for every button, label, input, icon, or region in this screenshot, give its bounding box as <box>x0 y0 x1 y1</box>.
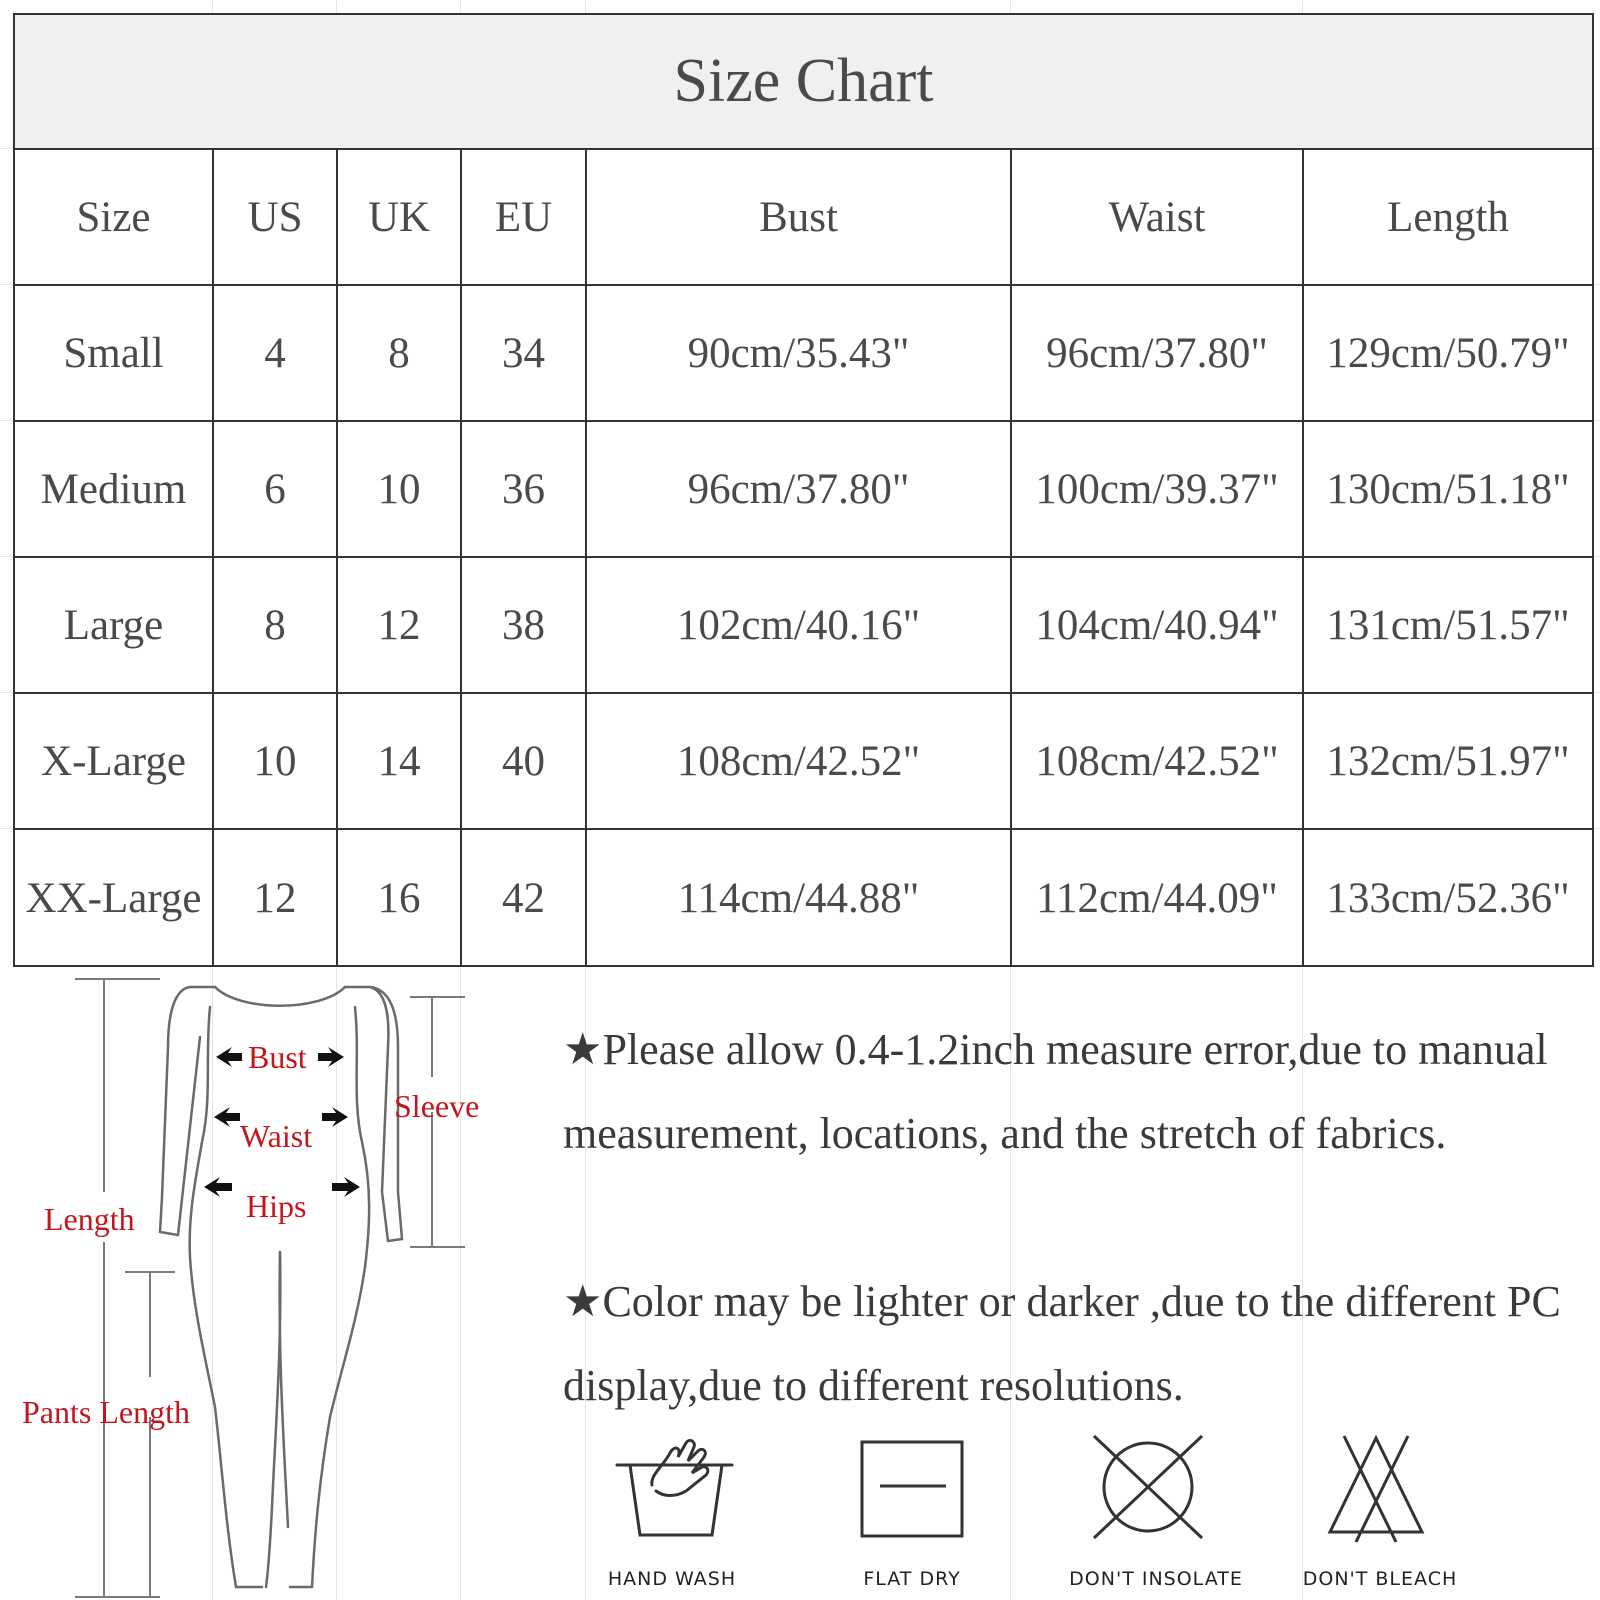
jumpsuit-outline-icon <box>160 987 402 1587</box>
dont-bleach-label: DON'T BLEACH <box>1302 1568 1458 1590</box>
table-cell: Small <box>15 286 214 422</box>
table-cell: 129cm/50.79" <box>1304 286 1592 422</box>
table-cell: 12 <box>338 558 462 694</box>
table-cell: 108cm/42.52" <box>587 694 1012 830</box>
flat-dry-label: FLAT DRY <box>863 1568 961 1590</box>
measure-error-note: ★Please allow 0.4-1.2inch measure error,due to manual measurement, locations, and the stretch of fabrics. <box>563 1025 1548 1158</box>
table-cell: 133cm/52.36" <box>1326 874 1570 922</box>
table-header-cell: Bust <box>587 150 1012 286</box>
table-cell: 102cm/40.16" <box>587 558 1012 694</box>
length-label: Length <box>44 1201 135 1237</box>
table-cell: 34 <box>462 286 587 422</box>
table-cell: Large <box>15 558 214 694</box>
table-header-cell: EU <box>462 150 587 286</box>
table-cell: 6 <box>214 422 338 558</box>
pants-length-label: Pants Length <box>22 1394 190 1430</box>
table-cell: 10 <box>338 422 462 558</box>
color-note: ★Color may be lighter or darker ,due to the different PC display,due to different resolutions. <box>563 1277 1561 1410</box>
size-chart-table <box>13 13 1594 967</box>
table-cell: 38 <box>462 558 587 694</box>
table-cell: Medium <box>15 422 214 558</box>
table-header-cell: Length <box>1304 150 1592 286</box>
table-cell: 90cm/35.43" <box>587 286 1012 422</box>
table-cell: 14 <box>338 694 462 830</box>
hips-label: Hips <box>246 1188 307 1224</box>
table-cell: X-Large <box>15 694 214 830</box>
dont-insolate-icon <box>1088 1432 1208 1542</box>
waist-label: Waist <box>240 1118 313 1154</box>
table-cell: 8 <box>338 286 462 422</box>
table-cell: XX-Large <box>15 830 214 966</box>
dont-bleach-icon <box>1326 1432 1426 1544</box>
table-header-cell: Size <box>15 150 214 286</box>
table-cell: 16 <box>338 830 462 966</box>
table-cell: 104cm/40.94" <box>1012 558 1304 694</box>
table-header-cell: UK <box>338 150 462 286</box>
table-cell: 96cm/37.80" <box>1012 286 1304 422</box>
table-cell: 132cm/51.97" <box>1304 694 1592 830</box>
table-cell: 130cm/51.18" <box>1304 422 1592 558</box>
table-cell: 40 <box>462 694 587 830</box>
table-cell: 100cm/39.37" <box>1012 422 1304 558</box>
hand-wash-icon <box>612 1435 742 1545</box>
table-cell: 42 <box>462 830 587 966</box>
table-cell: 8 <box>214 558 338 694</box>
table-cell: 36 <box>462 422 587 558</box>
size-chart-title: Size Chart <box>673 47 934 115</box>
table-cell: 4 <box>214 286 338 422</box>
dont-insolate-label: DON'T INSOLATE <box>1069 1568 1243 1590</box>
table-header-cell: Waist <box>1012 150 1304 286</box>
table-cell: 131cm/51.57" <box>1304 558 1592 694</box>
table-cell: 112cm/44.09" <box>1012 830 1304 966</box>
table-cell: 96cm/37.80" <box>587 422 1012 558</box>
flat-dry-icon <box>858 1438 968 1542</box>
table-cell: 114cm/44.88" <box>587 830 1012 966</box>
size-chart-title-bar <box>15 15 1592 150</box>
table-cell: 108cm/42.52" <box>1012 694 1304 830</box>
table-cell: 12 <box>214 830 338 966</box>
length-marker-icon <box>75 979 160 1597</box>
bust-label: Bust <box>248 1039 307 1075</box>
table-cell: 10 <box>214 694 338 830</box>
table-header-cell: US <box>214 150 338 286</box>
measurement-figure <box>0 967 540 1600</box>
pants-length-marker-icon <box>125 1272 175 1597</box>
sleeve-label: Sleeve <box>394 1088 480 1124</box>
hand-wash-label: HAND WASH <box>607 1568 737 1590</box>
